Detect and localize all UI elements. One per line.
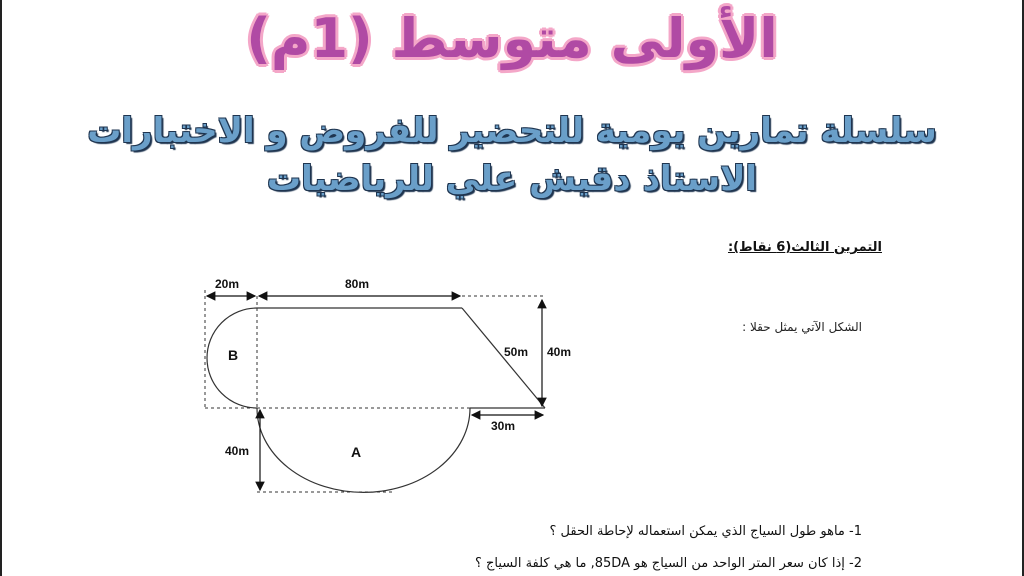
left-border <box>0 0 2 576</box>
question-2: 2- إذا كان سعر المتر الواحد من السياج هو 85DA, ما هي كلفة السياج ؟ <box>474 556 862 571</box>
label-20m: 20m <box>215 277 240 291</box>
field-diagram <box>195 270 572 502</box>
label-b: B <box>228 347 239 363</box>
exercise-intro: الشكل الآتي يمثل حقلا : <box>742 320 862 334</box>
label-40m-right: 40m <box>547 345 572 359</box>
exercise-title: التمرين الثالث(6 نقاط): <box>727 240 882 255</box>
page-title: الأولى متوسط (1م) <box>246 7 778 70</box>
label-40m-left: 40m <box>225 444 250 458</box>
question-1: 1- ماهو طول السياج الذي يمكن استعماله لإحاطة الحقل ؟ <box>549 524 862 539</box>
label-a: A <box>351 444 362 460</box>
label-80m: 80m <box>345 277 370 291</box>
half-ellipse-a <box>257 408 470 492</box>
field-figure <box>195 270 572 506</box>
label-30m: 30m <box>491 419 516 433</box>
series-subtitle: سلسلة تمارين يومية للتحضير للفروض و الاختبارات <box>87 111 937 151</box>
teacher-subtitle: الاستاذ دقيش علي للرياضيات <box>266 159 758 199</box>
label-50m: 50m <box>504 345 529 359</box>
